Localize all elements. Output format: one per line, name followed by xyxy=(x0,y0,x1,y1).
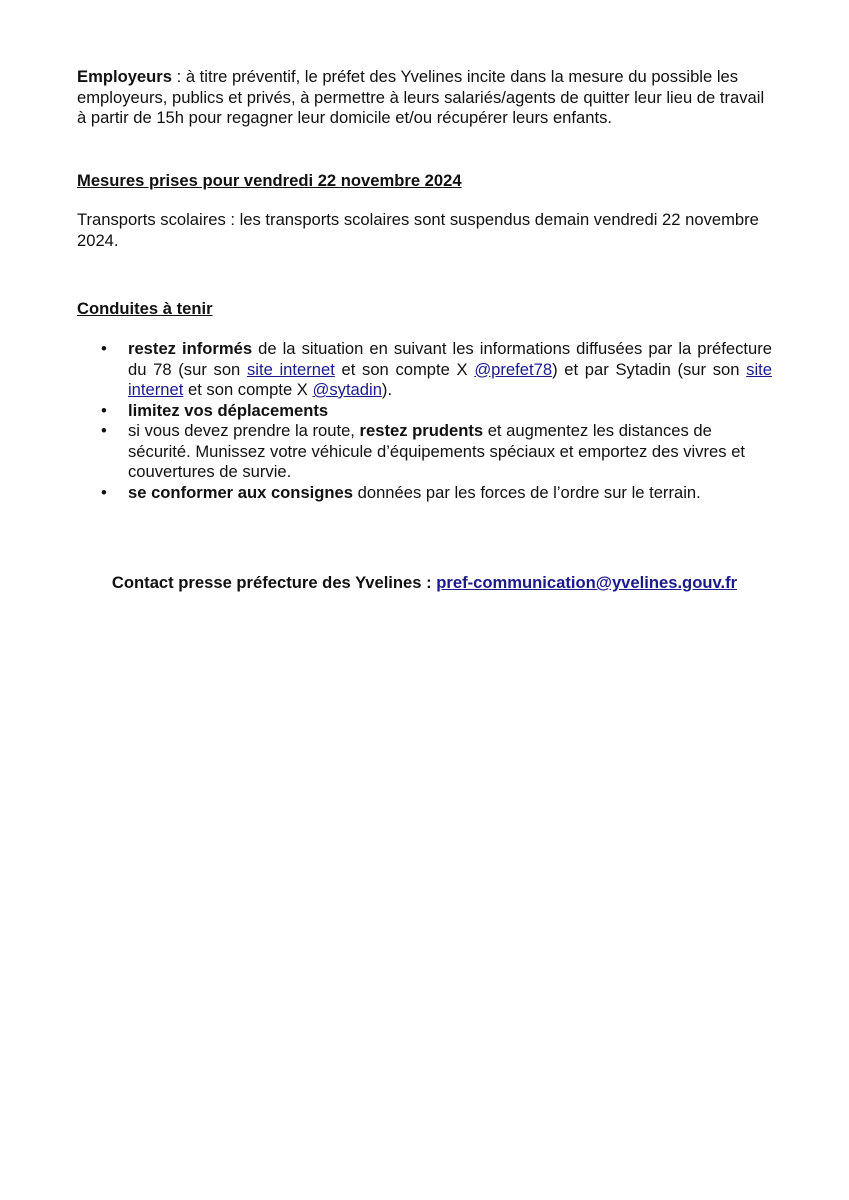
item-bold: limitez vos déplacements xyxy=(128,400,329,420)
item-bold: se conformer aux consignes xyxy=(128,482,354,502)
item-text: et augmentez les distances de sécurité. Munissez votre véhicule d’équipements spéciaux et emportez des vivres et couvertures de survie. xyxy=(128,421,746,481)
list-item xyxy=(77,401,772,422)
sytadin-site-link[interactable]: site internet xyxy=(128,359,772,399)
transports-paragraph: Transports scolaires : les transports scolaires sont suspendus demain vendredi 22 novembre 2024. xyxy=(77,210,759,250)
item-text: ) et par Sytadin (sur son xyxy=(552,359,747,379)
bullet-icon: • xyxy=(101,482,107,502)
employeurs-text: : à titre préventif, le préfet des Yvelines incite dans la mesure du possible les employeurs, publics et privés, à permettre à leurs salariés/agents de quitter leur lieu de travail à partir de 15h pour regagner leur domicile et/ou récupérer leurs enfants. xyxy=(77,67,765,127)
contact-label: Contact presse préfecture des Yvelines : xyxy=(111,573,437,592)
item-text: ). xyxy=(381,380,393,399)
mesures-heading: Mesures prises pour vendredi 22 novembre 2024 xyxy=(77,171,462,190)
item-text: et son compte X xyxy=(334,359,475,379)
employeurs-label: Employeurs xyxy=(77,67,172,86)
bullet-icon: • xyxy=(101,421,107,440)
list-item xyxy=(77,339,772,401)
item-bold: restez informés xyxy=(128,339,253,358)
employeurs-paragraph xyxy=(77,67,772,129)
item-text: si vous devez prendre la route, xyxy=(128,421,360,440)
conduites-list xyxy=(77,339,772,503)
prefecture-site-link[interactable]: site internet xyxy=(246,359,335,379)
item-text: de la situation en suivant les informations diffusées par la préfecture du 78 (sur son xyxy=(128,339,773,379)
contact-line xyxy=(0,573,849,594)
bullet-icon: • xyxy=(101,339,107,358)
bullet-icon: • xyxy=(101,400,107,420)
contact-email-link[interactable]: pref-communication@yvelines.gouv.fr xyxy=(436,573,738,592)
item-bold: restez prudents xyxy=(359,421,484,440)
conduites-heading: Conduites à tenir xyxy=(77,299,213,318)
prefet78-link[interactable]: @prefet78 xyxy=(474,359,553,379)
item-text: données par les forces de l’ordre sur le terrain. xyxy=(353,482,701,502)
item-text: et son compte X xyxy=(183,380,313,399)
list-item xyxy=(77,483,772,504)
list-item xyxy=(77,421,772,483)
sytadin-x-link[interactable]: @sytadin xyxy=(312,380,382,399)
